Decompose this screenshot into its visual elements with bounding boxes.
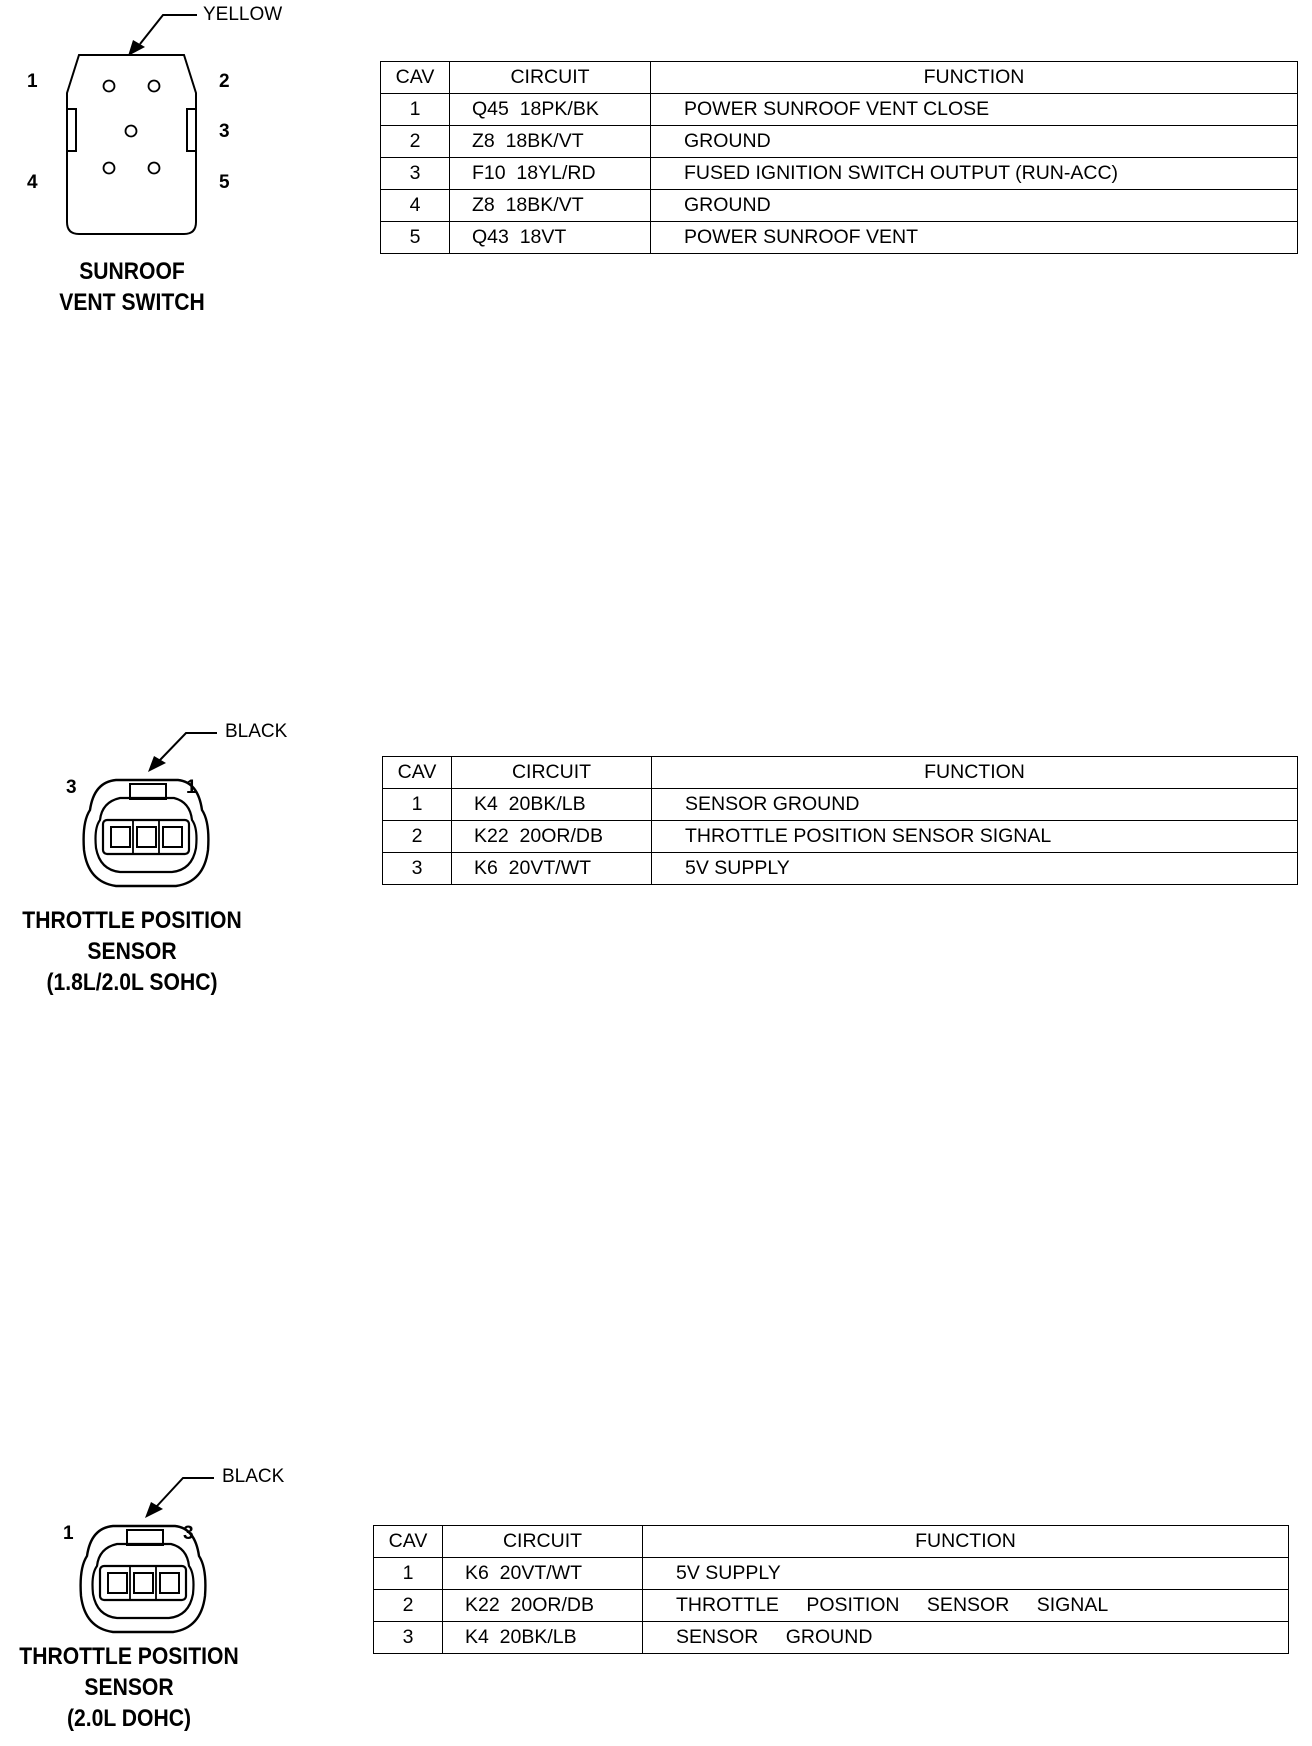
pinout-table-tps-dohc	[373, 1525, 1289, 1654]
connector-color-label: YELLOW	[203, 4, 283, 25]
color-leader-line	[140, 15, 197, 44]
table-row	[383, 789, 1298, 821]
table-row	[374, 1558, 1289, 1590]
terminal	[134, 1573, 153, 1593]
connector-title	[16, 905, 248, 998]
cav-cell: 3	[374, 1622, 443, 1654]
cavity-label: 3	[183, 1523, 194, 1544]
header-function: FUNCTION	[643, 1526, 1289, 1558]
connector-title-line: THROTTLE POSITION	[22, 907, 242, 934]
header-circuit: CIRCUIT	[450, 62, 651, 94]
header-cav: CAV	[381, 62, 450, 94]
terminal-block	[103, 820, 189, 854]
function-cell: THROTTLE POSITION SENSOR SIGNAL	[643, 1590, 1289, 1622]
function-cell: SENSOR GROUND	[652, 789, 1298, 821]
function-cell: 5V SUPPLY	[652, 853, 1298, 885]
table-row	[374, 1622, 1289, 1654]
function-cell: SENSOR GROUND	[643, 1622, 1289, 1654]
function-cell: THROTTLE POSITION SENSOR SIGNAL	[652, 821, 1298, 853]
color-leader-arrowhead	[148, 756, 166, 772]
connector-color-label: BLACK	[225, 721, 288, 742]
table-row	[381, 126, 1298, 158]
cav-cell: 2	[374, 1590, 443, 1622]
cavity-1	[104, 81, 115, 92]
table-row	[381, 94, 1298, 126]
connector-section-tps-dohc	[0, 1448, 1312, 1746]
pinout-table-sunroof-vent-switch	[380, 61, 1298, 254]
header-function: FUNCTION	[651, 62, 1298, 94]
cavity-3	[126, 126, 137, 137]
table-row	[383, 853, 1298, 885]
circuit-cell: F10 18YL/RD	[450, 158, 651, 190]
cavity-label: 1	[63, 1523, 74, 1544]
function-cell: GROUND	[651, 126, 1298, 158]
right-latch	[187, 109, 196, 151]
cav-cell: 1	[383, 789, 452, 821]
lock-tab	[127, 1530, 163, 1545]
cav-cell: 3	[383, 853, 452, 885]
terminal	[160, 1573, 179, 1593]
color-leader-line	[157, 1478, 214, 1506]
cav-cell: 2	[383, 821, 452, 853]
header-function: FUNCTION	[652, 757, 1298, 789]
cavity-label: 1	[27, 71, 38, 92]
circuit-cell: K22 20OR/DB	[452, 821, 652, 853]
cavity-label: 2	[219, 71, 230, 92]
connector-title-line: VENT SWITCH	[59, 289, 205, 316]
function-cell: FUSED IGNITION SWITCH OUTPUT (RUN-ACC)	[651, 158, 1298, 190]
cavity-2	[149, 81, 160, 92]
header-cav: CAV	[374, 1526, 443, 1558]
cavity-label: 3	[66, 777, 77, 798]
color-leader-line	[160, 733, 217, 760]
cavity-label: 5	[219, 172, 230, 193]
connector-title-line: SENSOR	[84, 1674, 174, 1701]
cavity-label: 4	[27, 172, 38, 193]
lock-tab	[130, 784, 166, 799]
cav-cell: 1	[381, 94, 450, 126]
terminal	[111, 827, 130, 847]
header-circuit: CIRCUIT	[452, 757, 652, 789]
connector-body-outline	[67, 55, 196, 234]
left-latch	[67, 109, 76, 151]
function-cell: 5V SUPPLY	[643, 1558, 1289, 1590]
circuit-cell: Q45 18PK/BK	[450, 94, 651, 126]
cavity-label: 1	[186, 777, 197, 798]
terminal-block	[100, 1566, 186, 1600]
cav-cell: 5	[381, 222, 450, 254]
table-row	[381, 222, 1298, 254]
circuit-cell: K6 20VT/WT	[452, 853, 652, 885]
connector-face-tps-sohc	[0, 700, 300, 1020]
connector-title-line: THROTTLE POSITION	[19, 1643, 239, 1670]
cavity-4	[104, 163, 115, 174]
cavity-5	[149, 163, 160, 174]
function-cell: POWER SUNROOF VENT	[651, 222, 1298, 254]
connector-title	[16, 256, 248, 318]
cav-cell: 1	[374, 1558, 443, 1590]
table-header-row	[374, 1526, 1289, 1558]
color-leader-arrowhead	[145, 1502, 163, 1518]
header-cav: CAV	[383, 757, 452, 789]
table-row	[374, 1590, 1289, 1622]
header-circuit: CIRCUIT	[443, 1526, 643, 1558]
function-cell: GROUND	[651, 190, 1298, 222]
cav-cell: 3	[381, 158, 450, 190]
connector-title	[15, 1641, 242, 1734]
connector-title-line: SENSOR	[87, 938, 177, 965]
connector-title-line: (1.8L/2.0L SOHC)	[46, 969, 218, 996]
terminal	[163, 827, 182, 847]
cav-cell: 2	[381, 126, 450, 158]
terminal	[108, 1573, 127, 1593]
connector-section-sunroof-vent-switch	[0, 0, 1312, 340]
table-header-row	[383, 757, 1298, 789]
connector-title-line: (2.0L DOHC)	[67, 1705, 191, 1732]
table-row	[383, 821, 1298, 853]
circuit-cell: K4 20BK/LB	[443, 1622, 643, 1654]
connector-color-label: BLACK	[222, 1466, 285, 1487]
pinout-table-tps-sohc	[382, 756, 1298, 885]
cav-cell: 4	[381, 190, 450, 222]
table-row	[381, 158, 1298, 190]
cavity-label: 3	[219, 121, 230, 142]
circuit-cell: Z8 18BK/VT	[450, 190, 651, 222]
terminal	[137, 827, 156, 847]
circuit-cell: K6 20VT/WT	[443, 1558, 643, 1590]
circuit-cell: K4 20BK/LB	[452, 789, 652, 821]
connector-face-sunroof-vent-switch	[0, 0, 300, 340]
circuit-cell: K22 20OR/DB	[443, 1590, 643, 1622]
table-header-row	[381, 62, 1298, 94]
circuit-cell: Z8 18BK/VT	[450, 126, 651, 158]
connector-section-tps-sohc	[0, 700, 1312, 1020]
function-cell: POWER SUNROOF VENT CLOSE	[651, 94, 1298, 126]
circuit-cell: Q43 18VT	[450, 222, 651, 254]
table-row	[381, 190, 1298, 222]
connector-face-tps-dohc	[0, 1448, 300, 1746]
connector-title-line: SUNROOF	[79, 258, 185, 285]
